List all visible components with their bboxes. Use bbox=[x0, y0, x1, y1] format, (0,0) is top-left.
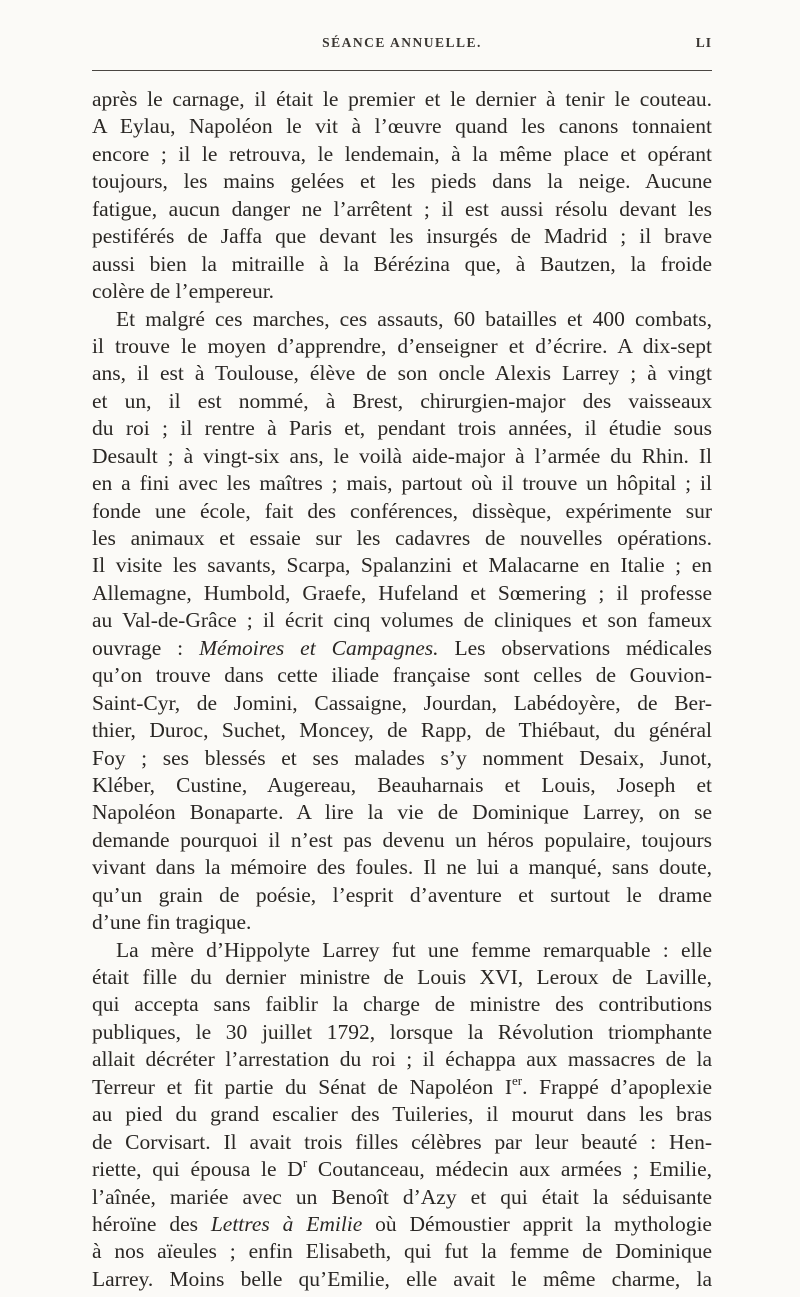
text-line-continuation: Les observations médicales bbox=[438, 635, 712, 660]
text-line-continuation: . Frappé d’apoplexie bbox=[522, 1074, 712, 1099]
text-line bbox=[92, 1074, 712, 1101]
text-line bbox=[92, 223, 712, 250]
text-line bbox=[92, 717, 712, 744]
text-line bbox=[92, 1266, 712, 1293]
text-line bbox=[92, 799, 712, 826]
text-line-main: au pied du grand escalier des Tuileries, il mourut dans les bras bbox=[92, 1102, 712, 1127]
italic-title: Lettres à Emilie bbox=[210, 1211, 363, 1236]
text-line bbox=[92, 1211, 712, 1238]
text-line bbox=[92, 443, 712, 470]
text-line bbox=[92, 937, 712, 964]
text-line bbox=[92, 552, 712, 579]
text-line bbox=[92, 86, 712, 113]
text-line-main: Kléber, Custine, Augereau, Beauharnais et Louis, Joseph et bbox=[92, 772, 712, 797]
text-line-main: d’une fin tragique. bbox=[92, 910, 252, 935]
text-line-main: en a fini avec les maîtres ; mais, partout où il trouve un hôpital ; il bbox=[92, 471, 712, 496]
text-line-main: il trouve le moyen d’apprendre, d’enseigner et d’écrire. A dix-sept bbox=[92, 333, 712, 358]
text-line bbox=[92, 1184, 712, 1211]
text-line-continuation: où Démoustier apprit la mythologie bbox=[362, 1211, 712, 1236]
text-line-main: riette, qui épousa le D bbox=[92, 1157, 303, 1182]
text-line-main: qui accepta sans faiblir la charge de ministre des contributions bbox=[92, 992, 712, 1017]
text-line bbox=[92, 388, 712, 415]
text-line bbox=[92, 333, 712, 360]
text-line bbox=[92, 1129, 712, 1156]
body-text bbox=[92, 86, 712, 1293]
text-line bbox=[92, 745, 712, 772]
text-line bbox=[92, 772, 712, 799]
text-line-main: toujours, les mains gelées et les pieds dans la neige. Aucune bbox=[92, 169, 712, 194]
text-line bbox=[92, 278, 712, 305]
text-line bbox=[92, 964, 712, 991]
text-line-main: Desault ; à vingt-six ans, le voilà aide-major à l’armée du Rhin. Il bbox=[92, 443, 712, 468]
running-header-title: SÉANCE ANNUELLE. bbox=[322, 35, 482, 50]
text-line-main: Il visite les savants, Scarpa, Spalanzini et Malacarne en Italie ; en bbox=[92, 553, 712, 578]
text-line bbox=[92, 525, 712, 552]
text-line-main: Napoléon Bonaparte. A lire la vie de Dominique Larrey, on se bbox=[92, 800, 712, 825]
text-line-main: encore ; il le retrouva, le lendemain, à la même place et opérant bbox=[92, 141, 712, 166]
text-line-main: vivant dans la mémoire des foules. Il ne lui a manqué, sans doute, bbox=[92, 855, 712, 880]
text-line bbox=[92, 882, 712, 909]
text-line-main: demande pourquoi il n’est pas devenu un héros populaire, toujours bbox=[92, 827, 712, 852]
text-line bbox=[92, 306, 712, 333]
text-line bbox=[92, 1238, 712, 1265]
text-line-main: qu’on trouve dans cette iliade française sont celles de Gouvion- bbox=[92, 663, 712, 688]
superscript: er bbox=[512, 1072, 523, 1088]
text-line-main: Larrey. Moins belle qu’Emilie, elle avait le même charme, la bbox=[92, 1266, 712, 1291]
text-line-main: thier, Duroc, Suchet, Moncey, de Rapp, de Thiébaut, du général bbox=[92, 718, 712, 743]
text-line bbox=[92, 470, 712, 497]
text-line bbox=[92, 1046, 712, 1073]
header-rule bbox=[92, 70, 712, 71]
text-line-main: colère de l’empereur. bbox=[92, 279, 275, 304]
text-line bbox=[92, 141, 712, 168]
text-line-main: l’aînée, mariée avec un Benoît d’Azy et qui était la séduisante bbox=[92, 1184, 712, 1209]
text-line bbox=[92, 498, 712, 525]
text-line-main: aussi bien la mitraille à la Bérézina que, à Bautzen, la froide bbox=[92, 251, 712, 276]
text-line-main: Et malgré ces marches, ces assauts, 60 batailles et 400 combats, bbox=[116, 306, 712, 331]
italic-title: Mémoires et Campagnes. bbox=[199, 635, 439, 660]
text-line-main: allait décréter l’arrestation du roi ; il échappa aux massacres de la bbox=[92, 1047, 712, 1072]
text-line-main: fatigue, aucun danger ne l’arrêtent ; il est aussi résolu devant les bbox=[92, 196, 712, 221]
text-line-main: héroïne des bbox=[92, 1211, 211, 1236]
superscript: r bbox=[302, 1154, 308, 1170]
text-line bbox=[92, 196, 712, 223]
text-line bbox=[92, 635, 712, 662]
text-line-main: au Val-de-Grâce ; il écrit cinq volumes de cliniques et son fameux bbox=[92, 608, 712, 633]
text-line bbox=[92, 1019, 712, 1046]
text-line-main: était fille du dernier ministre de Louis XVI, Leroux de Laville, bbox=[92, 965, 712, 989]
text-line-main: à nos aïeules ; enfin Elisabeth, qui fut la femme de Dominique bbox=[92, 1239, 712, 1264]
text-line bbox=[92, 113, 712, 140]
text-line bbox=[92, 690, 712, 717]
text-line bbox=[92, 991, 712, 1018]
text-line-main: qu’un grain de poésie, l’esprit d’aventure et surtout le drame bbox=[92, 882, 712, 907]
text-line-main: ouvrage : bbox=[92, 635, 200, 660]
text-line-main: du roi ; il rentre à Paris et, pendant trois années, il étudie sous bbox=[92, 416, 712, 441]
text-line bbox=[92, 251, 712, 278]
text-line-main: de Corvisart. Il avait trois filles célèbres par leur beauté : Hen- bbox=[92, 1129, 712, 1154]
text-line bbox=[92, 1156, 712, 1183]
text-line-main: Allemagne, Humbold, Graefe, Hufeland et Sœmering ; il professe bbox=[92, 580, 712, 605]
text-line-main: Terreur et fit partie du Sénat de Napoléon I bbox=[92, 1074, 513, 1099]
text-line bbox=[92, 909, 712, 936]
text-line-main: Saint-Cyr, de Jomini, Cassaigne, Jourdan, Labédoyère, de Ber- bbox=[92, 690, 712, 715]
text-line-main: publiques, le 30 juillet 1792, lorsque la Révolution triomphante bbox=[92, 1019, 712, 1044]
text-line-continuation: Coutanceau, médecin aux armées ; Emilie, bbox=[307, 1157, 712, 1182]
text-line bbox=[92, 360, 712, 387]
text-line bbox=[92, 662, 712, 689]
text-line-main: et un, il est nommé, à Brest, chirurgien-major des vaisseaux bbox=[92, 388, 712, 413]
text-line-main: Foy ; ses blessés et ses malades s’y nomment Desaix, Junot, bbox=[92, 745, 712, 770]
text-line bbox=[92, 580, 712, 607]
text-line-main: pestiférés de Jaffa que devant les insurgés de Madrid ; il brave bbox=[92, 224, 712, 249]
text-line bbox=[92, 415, 712, 442]
text-line-main: les animaux et essaie sur les cadavres de nouvelles opérations. bbox=[92, 526, 712, 550]
running-header bbox=[92, 33, 712, 57]
text-line bbox=[92, 607, 712, 634]
text-line bbox=[92, 1101, 712, 1128]
text-line-main: ans, il est à Toulouse, élève de son oncle Alexis Larrey ; à vingt bbox=[92, 361, 712, 386]
text-line-main: A Eylau, Napoléon le vit à l’œuvre quand les canons tonnaient bbox=[92, 114, 712, 139]
text-line bbox=[92, 854, 712, 881]
text-line-main: après le carnage, il était le premier et le dernier à tenir le couteau. bbox=[92, 87, 712, 111]
text-line bbox=[92, 168, 712, 195]
page-number: LI bbox=[695, 35, 712, 50]
text-line-main: fonde une école, fait des conférences, dissèque, expérimente sur bbox=[92, 498, 712, 523]
text-line-main: La mère d’Hippolyte Larrey fut une femme remarquable : elle bbox=[116, 937, 712, 962]
text-line bbox=[92, 827, 712, 854]
